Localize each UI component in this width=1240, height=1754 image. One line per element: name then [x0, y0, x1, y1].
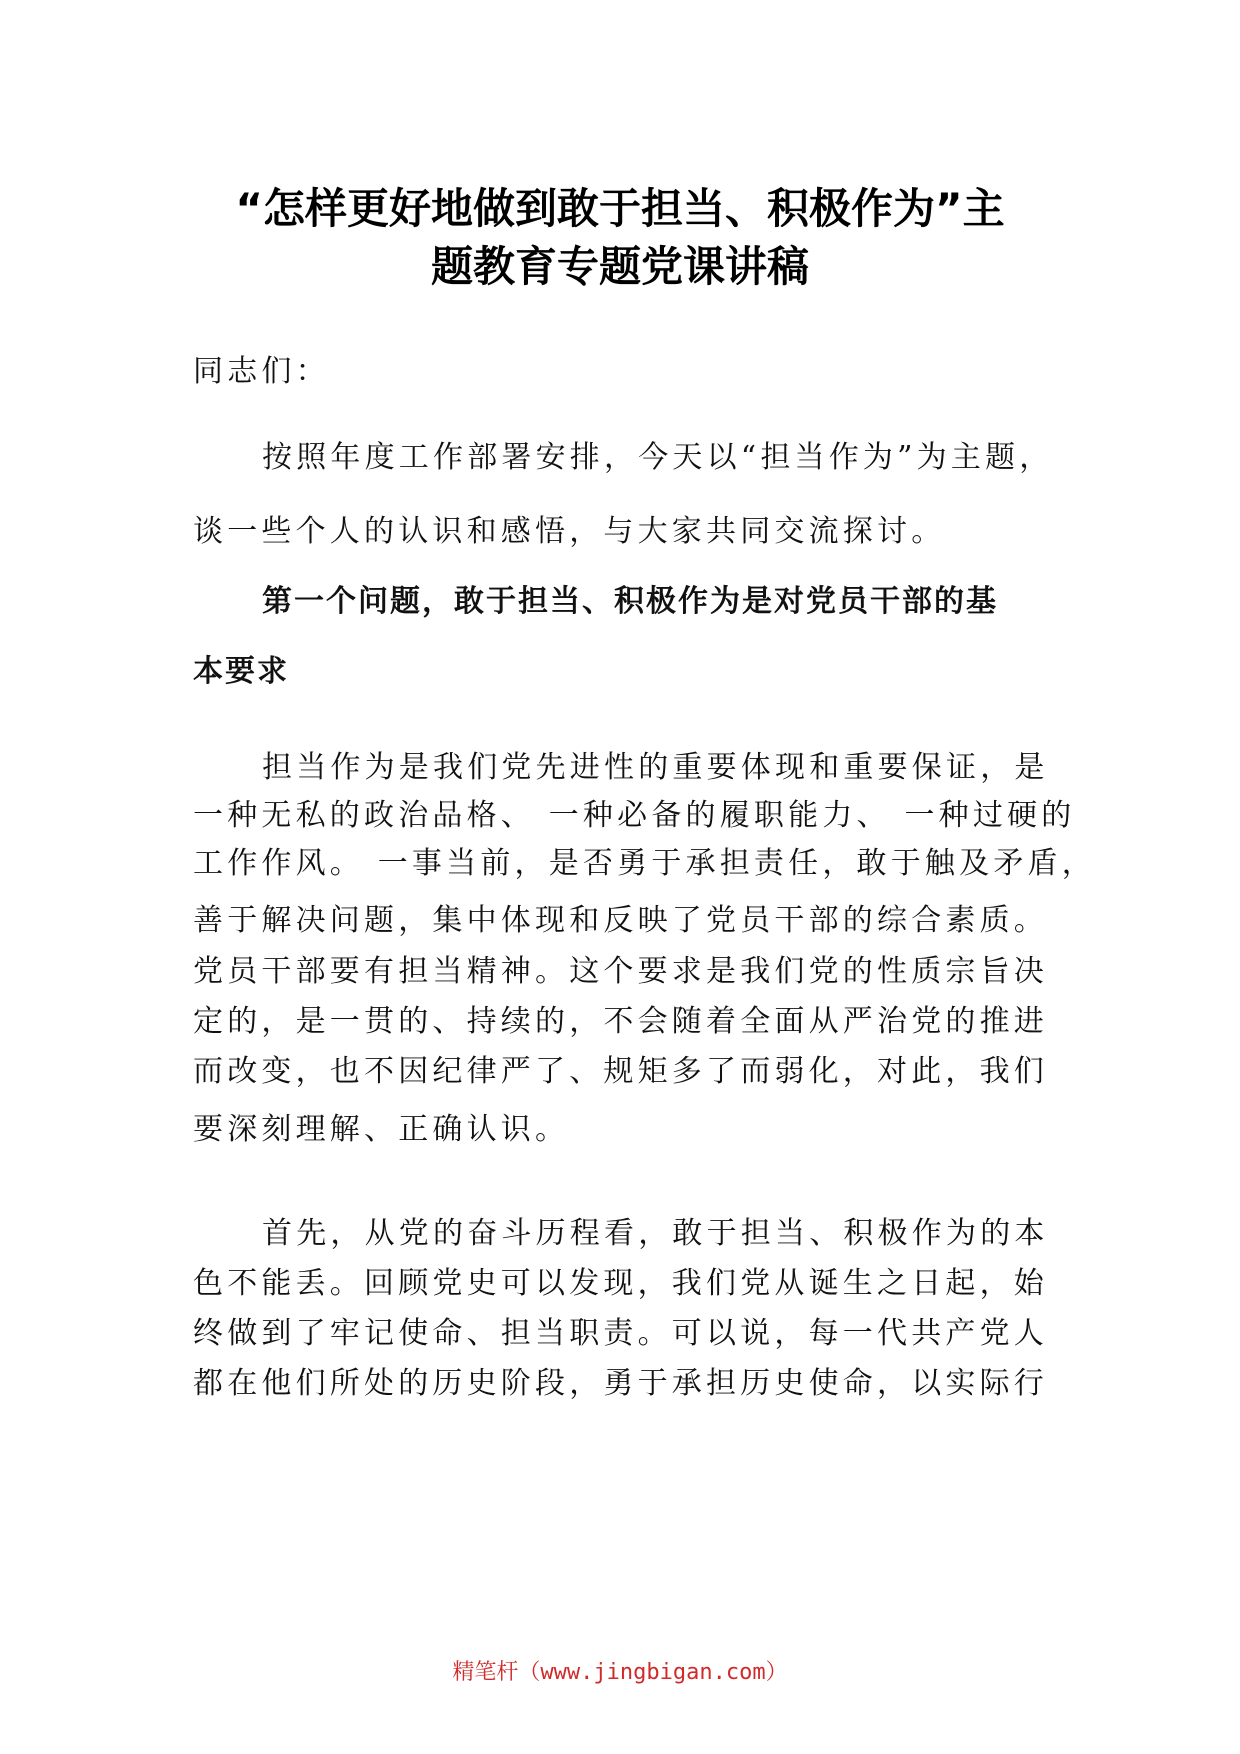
paragraph1-line-3: 工作作风。 一事当前，是否勇于承担责任，敢于触及矛盾，: [193, 846, 1096, 881]
salutation: 同志们：: [193, 354, 330, 389]
section-heading-line-1: 第一个问题，敢于担当、积极作为是对党员干部的基: [262, 584, 998, 619]
paragraph2-line-4: 都在他们所处的历史阶段，勇于承担历史使命，以实际行: [193, 1366, 1048, 1401]
intro-line-2: 谈一些个人的认识和感悟，与大家共同交流探讨。: [193, 514, 946, 549]
intro-line-1: 按照年度工作部署安排，今天以“担当作为”为主题，: [262, 440, 1054, 475]
paragraph1-line-5: 党员干部要有担当精神。这个要求是我们党的性质宗旨决: [193, 954, 1048, 989]
paragraph2-line-3: 终做到了牢记使命、担当职责。可以说，每一代共产党人: [193, 1316, 1048, 1351]
title-line-1: “怎样更好地做到敢于担当、积极作为”主: [235, 184, 1005, 233]
paragraph1-line-6: 定的，是一贯的、持续的，不会随着全面从严治党的推进: [193, 1004, 1048, 1039]
paragraph1-line-4: 善于解决问题，集中体现和反映了党员干部的综合素质。: [193, 903, 1048, 938]
document-title: [150, 180, 1090, 296]
paragraph2-line-1: 首先，从党的奋斗历程看，敢于担当、积极作为的本: [262, 1216, 1049, 1251]
paragraph1-line-8: 要深刻理解、正确认识。: [193, 1112, 570, 1147]
footer-watermark-link[interactable]: 精笔杆（www.jingbigan.com）: [452, 1660, 788, 1685]
paragraph1-line-1: 担当作为是我们党先进性的重要体现和重要保证，是: [262, 750, 1049, 785]
paragraph1-line-7: 而改变，也不因纪律严了、规矩多了而弱化，对此，我们: [193, 1054, 1048, 1089]
section-heading-line-2: 本要求: [193, 654, 289, 689]
paragraph1-line-2: 一种无私的政治品格、 一种必备的履职能力、 一种过硬的: [193, 798, 1076, 833]
title-line-2: 题教育专题党课讲稿: [430, 242, 809, 291]
paragraph2-line-2: 色不能丢。回顾党史可以发现，我们党从诞生之日起，始: [193, 1266, 1048, 1301]
